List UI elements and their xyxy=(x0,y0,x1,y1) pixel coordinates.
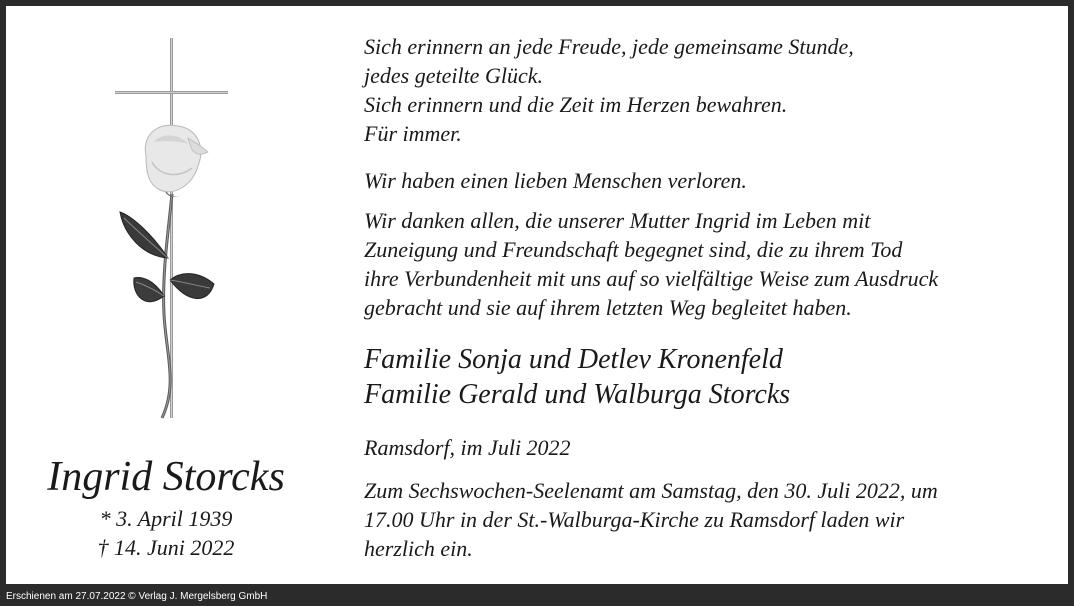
place-date xyxy=(364,433,1054,462)
service-line: herzlich ein. xyxy=(364,536,473,561)
birth-date: * 3. April 1939 xyxy=(99,506,233,531)
poem-line: jedes geteilte Glück. xyxy=(364,63,543,88)
deceased-name: Ingrid Storcks xyxy=(47,454,285,500)
poem-line: Sich erinnern und die Zeit im Herzen bewahren. xyxy=(364,92,788,117)
family-line: Familie Gerald und Walburga Storcks xyxy=(364,379,791,410)
poem xyxy=(364,32,1054,148)
thanks-paragraph xyxy=(364,206,1054,322)
publication-footer: Erschienen am 27.07.2022 © Verlag J. Mergelsberg GmbH xyxy=(6,591,268,602)
poem-line: Sich erinnern an jede Freude, jede gemeinsame Stunde, xyxy=(364,34,854,59)
life-dates xyxy=(6,504,326,562)
rose-icon xyxy=(120,125,214,418)
poem-line: Für immer. xyxy=(364,121,462,146)
cross-and-rose-illustration xyxy=(102,34,232,419)
left-column xyxy=(6,6,336,584)
families-signature xyxy=(364,342,1054,412)
death-date: † 14. Juni 2022 xyxy=(97,535,235,560)
service-announcement xyxy=(364,476,1054,563)
obituary-card xyxy=(6,6,1068,584)
service-line: Zum Sechswochen-Seelenamt am Samstag, den 30. Juli 2022, um xyxy=(364,478,938,503)
place-date-line: Ramsdorf, im Juli 2022 xyxy=(364,435,571,460)
family-line: Familie Sonja und Detlev Kronenfeld xyxy=(364,344,783,375)
thanks-line: gebracht und sie auf ihrem letzten Weg begleitet haben. xyxy=(364,295,852,320)
loss-statement xyxy=(364,166,1054,195)
thanks-line: ihre Verbundenheit mit uns auf so vielfältige Weise zum Ausdruck xyxy=(364,266,939,291)
service-line: 17.00 Uhr in der St.-Walburga-Kirche zu Ramsdorf laden wir xyxy=(364,507,905,532)
thanks-line: Zuneigung und Freundschaft begegnet sind, die zu ihrem Tod xyxy=(364,237,903,262)
thanks-line: Wir danken allen, die unserer Mutter Ingrid im Leben mit xyxy=(364,208,871,233)
loss-line: Wir haben einen lieben Menschen verloren. xyxy=(364,168,747,193)
